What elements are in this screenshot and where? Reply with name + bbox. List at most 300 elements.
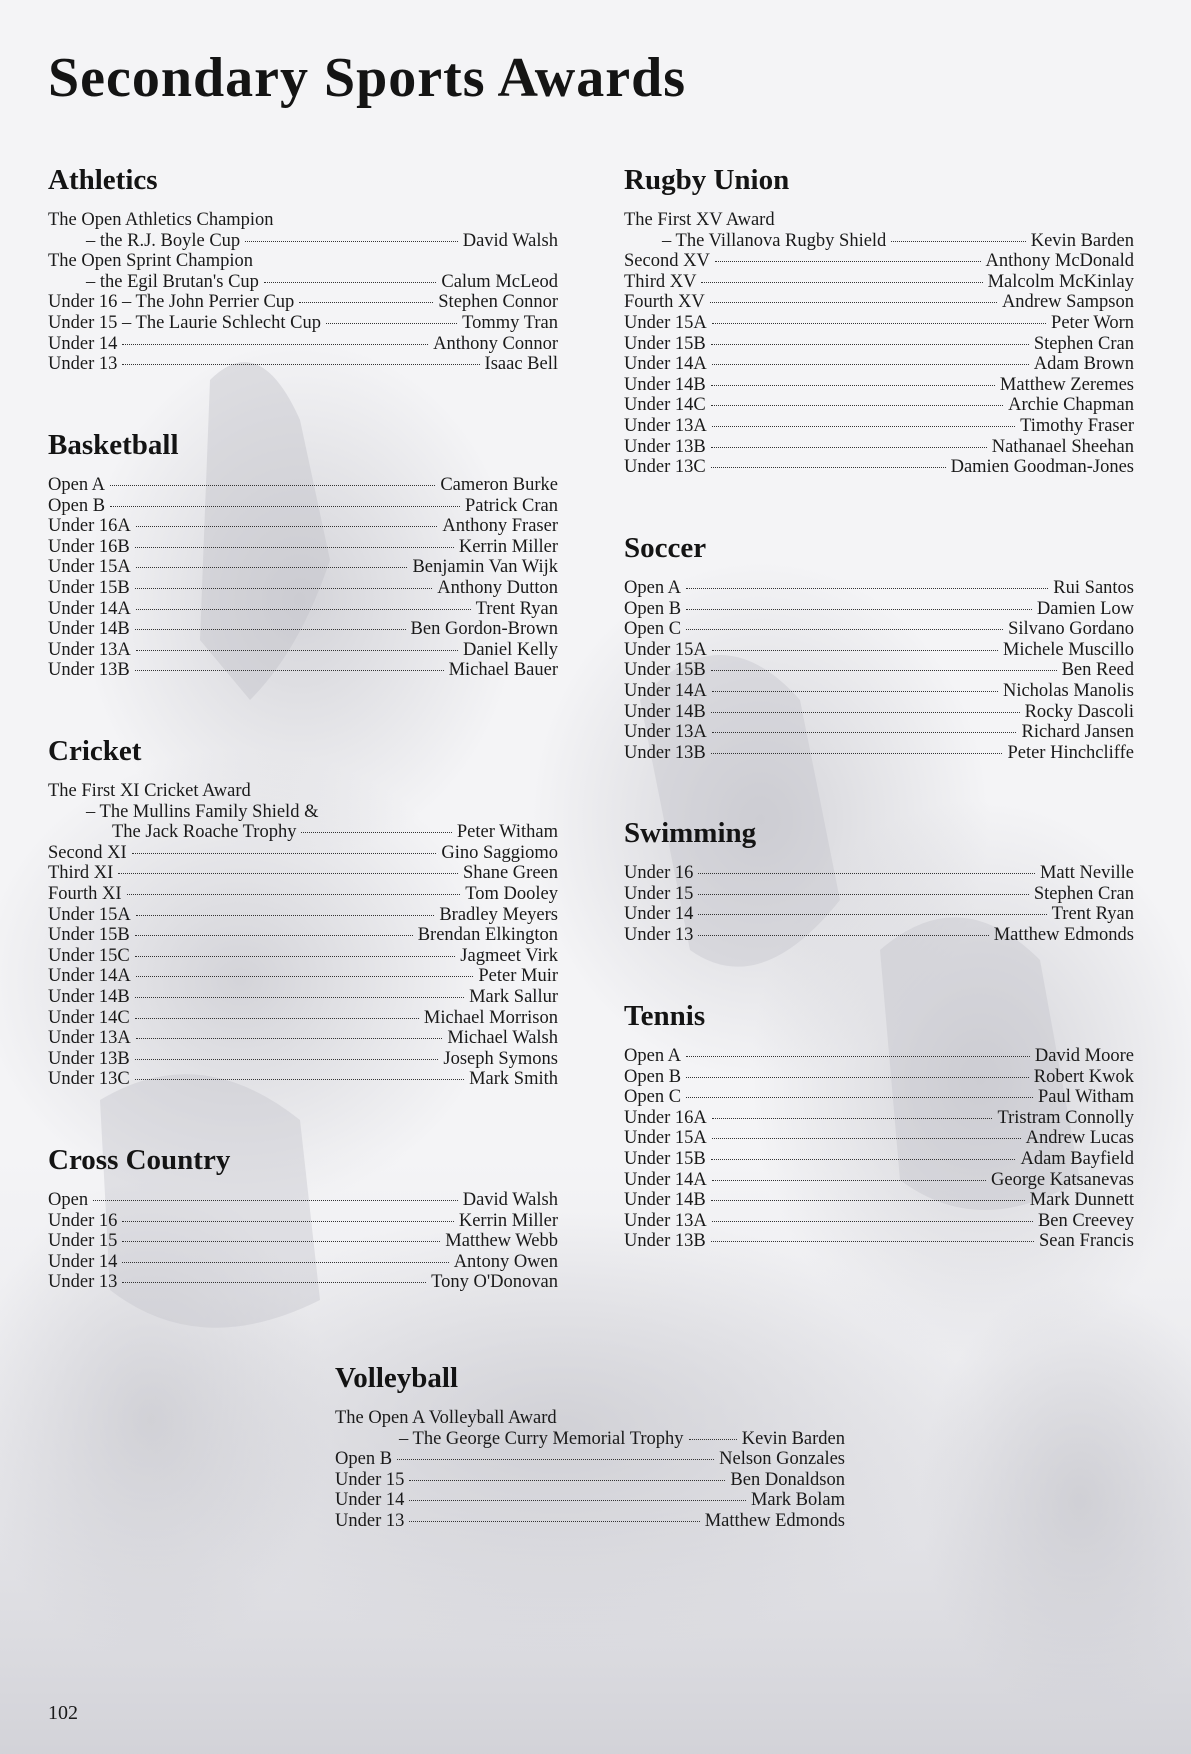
award-winner: Paul Witham (1037, 1087, 1134, 1108)
award-category: Second XI (48, 842, 127, 863)
dot-leader (686, 629, 1003, 630)
award-entry (624, 1108, 1134, 1129)
dot-leader (135, 1018, 419, 1019)
dot-leader (122, 1282, 426, 1283)
award-category: Under 14A (48, 598, 131, 619)
award-entry (624, 1087, 1134, 1108)
award-category: Open C (624, 1087, 682, 1108)
dot-leader (711, 1159, 1016, 1160)
award-winner: Peter Hinchcliffe (1007, 742, 1134, 763)
dot-leader (686, 1097, 1033, 1098)
dot-leader (135, 629, 406, 630)
award-category: Under 14 (335, 1490, 405, 1511)
award-winner: Ben Reed (1061, 660, 1134, 681)
dot-leader (135, 1059, 439, 1060)
dot-leader (127, 894, 461, 895)
dot-leader (686, 1056, 1030, 1057)
dot-leader (136, 976, 474, 977)
award-entry (624, 437, 1134, 458)
award-category: Under 15A (48, 557, 131, 578)
award-list (48, 475, 558, 681)
award-category: Open B (624, 1066, 682, 1087)
dot-leader (712, 364, 1029, 365)
award-winner: Calum McLeod (441, 271, 558, 292)
award-category: Open A (48, 475, 106, 495)
award-winner: Peter Muir (478, 966, 558, 987)
award-entry (48, 640, 558, 661)
dot-leader (136, 567, 408, 568)
dot-leader (712, 691, 998, 692)
dot-leader (712, 1180, 986, 1181)
section-swimming (624, 813, 1134, 945)
award-winner: Mark Bolam (750, 1490, 845, 1511)
award-entry (624, 1128, 1134, 1149)
award-winner: Benjamin Van Wijk (412, 557, 558, 578)
award-entry (48, 884, 558, 905)
award-category: Under 14B (624, 374, 706, 395)
award-entry (48, 822, 558, 843)
dot-leader (712, 426, 1015, 427)
award-category: The First XV Award (624, 210, 775, 230)
dot-leader (135, 1079, 464, 1080)
dot-leader (712, 1118, 993, 1119)
award-entry (48, 1069, 558, 1090)
award-winner: Kerrin Miller (458, 536, 558, 557)
award-winner: Mark Sallur (469, 986, 558, 1007)
award-category: Under 13B (48, 660, 130, 681)
page-number: 102 (48, 1702, 78, 1724)
award-entry (48, 1190, 558, 1211)
award-entry (48, 781, 558, 802)
award-entry (48, 1028, 558, 1049)
dot-leader (711, 447, 987, 448)
award-winner: Stephen Cran (1033, 333, 1134, 354)
award-entry (48, 1231, 558, 1252)
award-winner: Ben Creevey (1037, 1210, 1134, 1231)
section-heading: Volleyball (335, 1362, 459, 1394)
award-entry (624, 210, 1134, 231)
award-entry (624, 1211, 1134, 1232)
dot-leader (711, 344, 1029, 345)
award-winner: Peter Witham (456, 822, 558, 843)
award-category: Under 13 (624, 924, 694, 945)
section-rugby-union (624, 160, 1134, 478)
award-entry (48, 946, 558, 967)
award-list (48, 210, 558, 375)
award-winner: Andrew Lucas (1025, 1128, 1134, 1149)
award-winner: Stephen Cran (1033, 883, 1134, 904)
award-winner: George Katsanevas (991, 1169, 1134, 1190)
section-soccer (624, 528, 1134, 763)
award-entry (624, 231, 1134, 252)
dot-leader (136, 915, 435, 916)
award-entry (48, 537, 558, 558)
award-entry (624, 599, 1134, 620)
dot-leader (698, 914, 1046, 915)
dot-leader (110, 485, 435, 486)
award-list (624, 863, 1134, 945)
award-winner: Kevin Barden (1030, 230, 1134, 251)
award-category: Third XV (624, 271, 697, 292)
award-category: Open B (48, 495, 106, 516)
award-category: Second XV (624, 251, 710, 272)
award-winner: Silvano Gordano (1008, 619, 1134, 640)
award-category: Under 13 (335, 1510, 405, 1531)
award-list (48, 781, 558, 1090)
dot-leader (132, 853, 437, 854)
award-category: Under 13A (624, 722, 707, 743)
award-winner: Damien Goodman-Jones (950, 457, 1134, 478)
award-entry (624, 640, 1134, 661)
section-volleyball (335, 1358, 845, 1532)
award-winner: Kerrin Miller (458, 1210, 558, 1231)
award-winner: Ben Gordon-Brown (410, 619, 558, 640)
dot-leader (711, 1200, 1025, 1201)
award-winner: Joseph Symons (443, 1048, 558, 1069)
award-category: – The Mullins Family Shield & (86, 801, 319, 822)
award-entry (335, 1511, 845, 1532)
dot-leader (712, 732, 1017, 733)
award-winner: Rocky Dascoli (1024, 701, 1134, 722)
award-winner: Rui Santos (1053, 578, 1134, 598)
award-entry (624, 395, 1134, 416)
award-entry (624, 660, 1134, 681)
dot-leader (689, 1439, 737, 1440)
award-category: Under 15 (624, 883, 694, 904)
award-winner: Malcolm McKinlay (987, 271, 1134, 292)
dot-leader (686, 1077, 1029, 1078)
award-entry (624, 619, 1134, 640)
award-entry (624, 863, 1134, 884)
award-winner: Mark Dunnett (1029, 1190, 1134, 1211)
dot-leader (122, 1241, 440, 1242)
dot-leader (711, 385, 995, 386)
award-category: Under 15B (48, 577, 130, 598)
award-category: Under 13A (48, 639, 131, 660)
award-category: Under 13B (624, 1231, 706, 1252)
award-category: Under 14 (48, 333, 118, 354)
award-entry (624, 292, 1134, 313)
dot-leader (701, 282, 982, 283)
award-entry (48, 231, 558, 252)
award-winner: Patrick Cran (465, 495, 558, 516)
section-heading: Soccer (624, 532, 707, 564)
award-winner: Tommy Tran (462, 312, 558, 333)
award-entry (48, 905, 558, 926)
dot-leader (135, 935, 413, 936)
award-winner: Robert Kwok (1033, 1066, 1134, 1087)
award-entry (48, 802, 558, 823)
dot-leader (686, 609, 1032, 610)
award-winner: Nicholas Manolis (1002, 680, 1134, 701)
dot-leader (299, 302, 433, 303)
award-winner: Kevin Barden (741, 1428, 845, 1449)
award-winner: Trent Ryan (1051, 904, 1134, 925)
dot-leader (301, 832, 451, 833)
dot-leader (135, 670, 444, 671)
award-entry (624, 1149, 1134, 1170)
dot-leader (711, 753, 1003, 754)
award-winner: Michele Muscillo (1002, 639, 1134, 660)
award-winner: Mark Smith (469, 1069, 558, 1090)
award-category: Open A (624, 578, 682, 598)
award-winner: Michael Walsh (447, 1028, 558, 1049)
award-category: Under 14 (624, 904, 694, 925)
dot-leader (715, 261, 981, 262)
award-category: Open C (624, 619, 682, 640)
award-entry (48, 599, 558, 620)
dot-leader (711, 712, 1020, 713)
award-entry (48, 334, 558, 355)
dot-leader (136, 1038, 443, 1039)
award-category: Under 16 (624, 863, 694, 883)
award-entry (335, 1449, 845, 1470)
award-category: – the Egil Brutan's Cup (86, 271, 259, 292)
award-entry (48, 578, 558, 599)
dot-leader (409, 1521, 699, 1522)
award-entry (624, 1231, 1134, 1252)
award-winner: Jagmeet Virk (460, 945, 558, 966)
award-category: Under 13A (624, 1210, 707, 1231)
award-category: The Open Athletics Champion (48, 210, 274, 230)
award-entry (624, 354, 1134, 375)
award-entry (624, 884, 1134, 905)
section-cross-country (48, 1140, 558, 1293)
award-entry (624, 313, 1134, 334)
dot-leader (710, 302, 997, 303)
dot-leader (135, 588, 433, 589)
dot-leader (409, 1480, 725, 1481)
award-category: Open B (624, 598, 682, 619)
dot-leader (245, 241, 458, 242)
dot-leader (135, 547, 454, 548)
award-winner: Isaac Bell (484, 354, 558, 375)
dot-leader (264, 282, 436, 283)
award-winner: Antony Owen (453, 1251, 558, 1272)
dot-leader (698, 935, 988, 936)
award-entry (335, 1470, 845, 1491)
award-winner: Peter Worn (1051, 312, 1134, 333)
award-winner: Brendan Elkington (417, 925, 558, 946)
dot-leader (712, 650, 998, 651)
award-category: Under 13 (48, 354, 118, 375)
award-entry (624, 743, 1134, 764)
award-entry (48, 966, 558, 987)
award-category: Under 14C (48, 1007, 130, 1028)
award-winner: Matthew Edmonds (704, 1510, 845, 1531)
award-list (624, 578, 1134, 763)
award-winner: Nathanael Sheehan (991, 436, 1134, 457)
award-category: Fourth XV (624, 292, 705, 313)
award-entry (624, 1170, 1134, 1191)
section-heading: Athletics (48, 164, 158, 196)
award-winner: Sean Francis (1038, 1231, 1134, 1252)
award-winner: Archie Chapman (1008, 395, 1134, 416)
award-entry (624, 681, 1134, 702)
award-winner: Adam Bayfield (1020, 1148, 1134, 1169)
award-entry (48, 925, 558, 946)
section-heading: Basketball (48, 429, 179, 461)
section-basketball (48, 425, 558, 681)
award-category: The Open Sprint Champion (48, 251, 254, 272)
award-category: The Jack Roache Trophy (112, 822, 297, 843)
dot-leader (110, 506, 460, 507)
award-entry (624, 251, 1134, 272)
award-entry (335, 1408, 845, 1429)
section-heading: Rugby Union (624, 164, 790, 196)
award-winner: Michael Bauer (448, 660, 558, 681)
award-category: Under 16 (48, 1210, 118, 1231)
award-entry (48, 1272, 558, 1293)
award-category: Under 15A (624, 639, 707, 660)
award-entry (48, 987, 558, 1008)
award-category: Under 15A (48, 904, 131, 925)
award-category: Under 16 – The John Perrier Cup (48, 292, 295, 313)
dot-leader (711, 405, 1003, 406)
award-category: Under 16A (624, 1107, 707, 1128)
dot-leader (136, 609, 471, 610)
award-entry (48, 660, 558, 681)
section-athletics (48, 160, 558, 375)
award-entry (624, 1046, 1134, 1067)
award-category: Under 15 – The Laurie Schlecht Cup (48, 312, 321, 333)
award-category: Under 16A (48, 516, 131, 537)
award-category: Under 14B (624, 701, 706, 722)
award-list (48, 1190, 558, 1293)
award-category: Under 13C (48, 1069, 130, 1090)
award-entry (624, 334, 1134, 355)
award-entry (48, 292, 558, 313)
award-entry (624, 722, 1134, 743)
section-heading: Swimming (624, 817, 757, 849)
award-category: Fourth XI (48, 883, 122, 904)
award-entry (335, 1429, 845, 1450)
dot-leader (409, 1500, 746, 1501)
award-winner: Tom Dooley (465, 883, 558, 904)
award-winner: Richard Jansen (1021, 722, 1134, 743)
section-cricket (48, 731, 558, 1090)
award-category: Under 14B (624, 1190, 706, 1211)
section-heading: Cross Country (48, 1144, 231, 1176)
award-winner: Stephen Connor (438, 292, 558, 313)
dot-leader (698, 873, 1035, 874)
award-list (335, 1408, 845, 1532)
dot-leader (135, 997, 464, 998)
dot-leader (122, 364, 479, 365)
award-entry (48, 1049, 558, 1070)
award-category: Under 14A (624, 1169, 707, 1190)
award-category: Under 14B (48, 619, 130, 640)
award-winner: Trent Ryan (475, 598, 558, 619)
dot-leader (122, 1262, 448, 1263)
section-heading: Tennis (624, 1000, 706, 1032)
award-category: – The George Curry Memorial Trophy (399, 1428, 684, 1449)
award-winner: Bradley Meyers (439, 904, 558, 925)
dot-leader (698, 894, 1028, 895)
award-category: Under 15A (624, 1128, 707, 1149)
award-entry (48, 619, 558, 640)
award-category: Third XI (48, 863, 114, 884)
award-winner: Daniel Kelly (462, 639, 558, 660)
award-winner: Andrew Sampson (1001, 292, 1134, 313)
dot-leader (136, 526, 438, 527)
award-winner: Anthony Fraser (442, 516, 558, 537)
dot-leader (891, 241, 1025, 242)
award-winner: Adam Brown (1033, 354, 1134, 375)
award-list (624, 210, 1134, 478)
award-entry (48, 272, 558, 293)
dot-leader (135, 956, 456, 957)
award-winner: Tony O'Donovan (431, 1272, 558, 1293)
award-category: Under 15A (624, 312, 707, 333)
award-winner: Matthew Zeremes (999, 374, 1134, 395)
award-category: Under 15B (624, 660, 706, 681)
award-category: Under 13A (624, 415, 707, 436)
award-winner: Tristram Connolly (997, 1107, 1134, 1128)
award-entry (48, 251, 558, 272)
award-category: Under 14B (48, 986, 130, 1007)
award-entry (624, 416, 1134, 437)
award-category: Under 13B (48, 1048, 130, 1069)
award-entry (624, 1067, 1134, 1088)
award-category: Under 15B (624, 333, 706, 354)
award-category: Under 14A (624, 680, 707, 701)
award-category: Under 14C (624, 395, 706, 416)
award-winner: Shane Green (462, 863, 558, 884)
award-category: Open A (624, 1046, 682, 1066)
dot-leader (712, 323, 1046, 324)
award-winner: David Walsh (462, 230, 558, 251)
award-category: Under 13A (48, 1028, 131, 1049)
award-category: The First XI Cricket Award (48, 781, 251, 801)
award-winner: David Walsh (462, 1190, 558, 1210)
award-winner: Nelson Gonzales (719, 1449, 845, 1470)
award-entry (48, 354, 558, 375)
award-entry (48, 557, 558, 578)
award-entry (48, 863, 558, 884)
award-category: Under 13B (624, 436, 706, 457)
award-winner: Gino Saggiomo (441, 842, 558, 863)
dot-leader (712, 1221, 1033, 1222)
dot-leader (397, 1459, 714, 1460)
dot-leader (712, 1138, 1021, 1139)
award-entry (48, 1252, 558, 1273)
award-entry (624, 904, 1134, 925)
award-category: Under 14A (624, 354, 707, 375)
award-category: The Open A Volleyball Award (335, 1408, 557, 1428)
award-category: Under 13C (624, 457, 706, 478)
award-category: Under 13B (624, 742, 706, 763)
award-winner: Michael Morrison (423, 1007, 558, 1028)
dot-leader (122, 344, 428, 345)
award-entry (48, 210, 558, 231)
award-category: Under 15C (48, 945, 130, 966)
award-category: – the R.J. Boyle Cup (86, 230, 241, 251)
award-category: Under 15 (335, 1469, 405, 1490)
award-entry (48, 843, 558, 864)
award-entry (48, 1008, 558, 1029)
award-winner: David Moore (1034, 1046, 1134, 1066)
award-category: Under 13 (48, 1272, 118, 1293)
award-entry (624, 1190, 1134, 1211)
award-category: Under 16B (48, 536, 130, 557)
award-winner: Timothy Fraser (1020, 415, 1134, 436)
dot-leader (711, 467, 946, 468)
award-winner: Anthony Connor (433, 333, 558, 354)
dot-leader (118, 873, 458, 874)
award-entry (335, 1490, 845, 1511)
dot-leader (326, 323, 457, 324)
